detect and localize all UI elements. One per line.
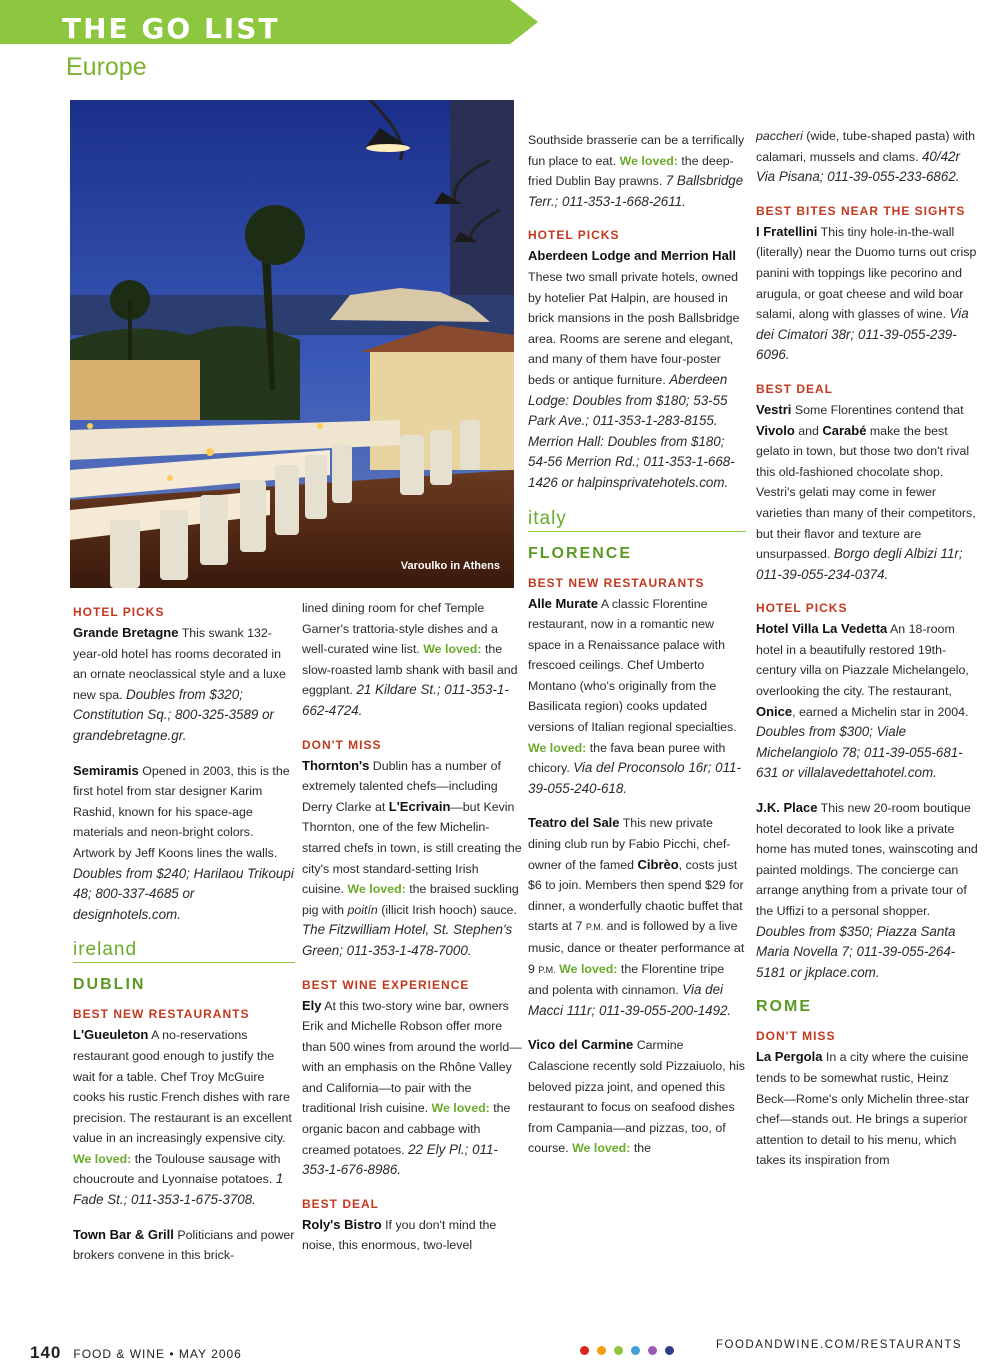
section-heading: BEST DEAL — [302, 1196, 380, 1211]
entry-grande-bretagne: Grande Bretagne This swank 132-year-old hotel has rooms decorated in an ornate neoclassical style and a luxe new spa. Doubles from $320; Constitution Sq.; 800-325-3589 or grandebretagne.gr. — [73, 625, 286, 743]
footer-dot — [597, 1346, 606, 1355]
photo-illustration — [70, 100, 514, 588]
entry-ely: Ely At this two-story wine bar, owners Erik and Michelle Robson offer more than 500 wines from around the world—with an emphasis on the Rhône Valley and California—to pair with the traditional Irish cuisine. We loved: the organic bacon and cabbage with creamed potatoes. 22 Ely Pl.; 011-353-1-676-8986. — [302, 997, 522, 1178]
section-heading: BEST BITES NEAR THE SIGHTS — [756, 203, 966, 218]
entry-i-fratellini: I Fratellini This tiny hole-in-the-wall (literally) near the Duomo turns out crisp panini with toppings like pecorino and arugula, or goat cheese and wild boar salami, along with glasses of wine. Via dei Cimatori 38r; 011-39-055-239-6096. — [756, 223, 977, 363]
section-heading: BEST NEW RESTAURANTS — [73, 1007, 250, 1022]
section-heading: DON'T MISS — [756, 1029, 836, 1044]
section-heading: HOTEL PICKS — [756, 601, 848, 616]
footer-dot — [614, 1346, 623, 1355]
city-heading: ROME — [756, 998, 812, 1016]
footer-dots — [580, 1342, 682, 1360]
page-title: THE GO LIST — [62, 12, 280, 45]
entry-gueuleton: L'Gueuleton A no-reservations restaurant good enough to justify the wait for a table. Chef Troy McGuire cooks his rustic French dishes with rare precision. The restaurant is an excellent value in an increasingly expensive city. We loved: the Toulouse sausage with choucroute and Lyonnaise potatoes. 1 Fade St.; 011-353-1-675-3708. — [73, 1027, 292, 1208]
country-heading: italy — [528, 508, 746, 532]
restaurant-photo — [70, 100, 514, 588]
entry-alle-murate: Alle Murate A classic Florentine restaurant, now in a romantic new space in a Renaissance palace with frescoed ceilings. Chef Umberto Montano (who's originally from the Basilicata region) cooks updated versions of Italian regional specialties. We loved: the fava bean puree with chicory. Via del Proconsolo 16r; 011-39-055-240-618. — [528, 595, 741, 796]
section-heading: BEST WINE EXPERIENCE — [302, 977, 470, 992]
banner-arrow — [510, 0, 538, 44]
entry-vico-del-carmine: Vico del Carmine Carmine Calascione recently sold Pizzaiuolo, his beloved pizza joint, and opened this restaurant to focus on seafood dishes from Campania—and pizzas, too, of course. We loved: the — [528, 1037, 745, 1156]
section-heading: BEST NEW RESTAURANTS — [528, 575, 705, 590]
section-heading: DON'T MISS — [302, 737, 382, 752]
entry-jk-place: J.K. Place This new 20-room boutique hotel decorated to look like a private home has muted tones, wainscoting and painted moldings. The concierge can arrange anything from a private tour of the Uffizi to a personal shopper. Doubles from $350; Piazza Santa Maria Novella 7; 011-39-055-264-5181 or jkplace.com. — [756, 800, 978, 980]
footer-dot — [648, 1346, 657, 1355]
city-heading: DUBLIN — [73, 976, 146, 994]
footer-url: FOODANDWINE.COM/RESTAURANTS — [716, 1339, 963, 1351]
column-4 — [756, 126, 978, 1185]
footer-folio — [30, 1343, 242, 1363]
entry-semiramis: Semiramis Opened in 2003, this is the first hotel from star designer Karim Rashid, known for his space-age materials and neon-bright colors. Artwork by Jeff Koons lines the walls. Doubles from $240; Harilaou Trikoupi 48; 800-337-4685 or designhotels.com. — [73, 762, 294, 922]
entry-villa-la-vedetta: Hotel Villa La Vedetta An 18-room hotel in a beautifully restored 19th-century villa on Piazzale Michelangelo, overlooking the city. The restaurant, Onice, earned a Michelin star in 2004. Doubles from $300; Viale Michelangiolo 78; 011-39-055-681-631 or villalavedettahotel.com. — [756, 621, 969, 781]
entry-teatro-del-sale: Teatro del Sale This new private dining club run by Fabio Picchi, chef-owner of the famed Cibrèo, costs just $6 to join. Members then spend $29 for dinner, a wonderfully chaotic buffet that starts at 7 P.M. and is followed by a live music, dance or theater performance at 9 P.M. We loved: the Florentine tripe and polenta with cinnamon. Via dei Macci 111r; 011-39-055-200-1492. — [528, 815, 745, 1018]
photo-caption: Varoulko in Athens — [400, 560, 500, 572]
entry-la-pergola: La Pergola In a city where the cuisine tends to be somewhat rustic, Heinz Beck—Rome's only Michelin three-star chef—stands out. He brings a superior attention to detail to his menu, which takes its inspiration from — [756, 1049, 970, 1168]
page-subtitle: Europe — [66, 53, 147, 81]
publication-line: FOOD & WINE • MAY 2006 — [73, 1347, 242, 1361]
column-3 — [528, 130, 746, 1173]
footer-dot — [631, 1346, 640, 1355]
section-heading: BEST DEAL — [756, 381, 834, 396]
entry-thorntons: Thornton's Dublin has a number of extremely talented chefs—including Derry Clarke at L'Ecrivain—but Kevin Thornton, one of the few Michelin-starred chefs in town, is still creating the city's most standard-setting Irish cuisine. We loved: the braised suckling pig with poitín (illicit Irish hooch) sauce. The Fitzwilliam Hotel, St. Stephen's Green; 011-353-1-478-7000. — [302, 757, 522, 958]
entry-vestri: Vestri Some Florentines contend that Vivolo and Carabé make the best gelato in town, but those two don't rival this old-fashioned chocolate shop. Vestri's gelati may come in fewer varieties than many of their competitors, but their flavor and texture are unsurpassed. Borgo degli Albizi 11r; 011-39-055-234-0374. — [756, 401, 976, 582]
column-1 — [73, 603, 295, 1280]
entry-aberdeen: Aberdeen Lodge and Merrion Hall These two small private hotels, owned by hotelier Pat Halpin, are housed in brick mansions in the posh Ballsbridge area. Rooms are serene and elegant, and many of them have four-poster beds or antique furniture. Aberdeen Lodge: Doubles from $180; 53-55 Park Ave.; 011-353-1-283-8155. Merrion Hall: Doubles from $180; 54-56 Merrion Rd.; 011-353-1-668-1426 or halpinsprivatehotels.com. — [528, 248, 740, 490]
entry-rolys-cont: Southside brasserie can be a terrifically fun place to eat. We loved: the deep-fried Dublin Bay prawns. 7 Ballsbridge Terr.; 011-353-1-668-2611. — [528, 133, 745, 209]
footer-dot — [665, 1346, 674, 1355]
entry-town-bar: Town Bar & Grill Politicians and power brokers convene in this brick- — [73, 1226, 295, 1263]
entry-rolys-bistro: Roly's Bistro If you don't mind the noise, this enormous, two-level — [302, 1216, 497, 1253]
entry-town-bar-cont: lined dining room for chef Temple Garner's trattoria-style dishes and a well-curated wine list. We loved: the slow-roasted lamb shank with basil and eggplant. 21 Kildare St.; 011-353-1-662-4724. — [302, 601, 518, 718]
entry-carmine-cont: paccheri (wide, tube-shaped pasta) with calamari, mussels and clams. 40/42r Via Pisana; 011-39-055-233-6862. — [756, 129, 976, 185]
footer-dot — [580, 1346, 589, 1355]
country-heading: ireland — [73, 939, 295, 963]
page-number: 140 — [30, 1343, 62, 1362]
section-heading: HOTEL PICKS — [528, 228, 620, 243]
section-heading: HOTEL PICKS — [73, 605, 165, 619]
column-2 — [302, 598, 522, 1270]
city-heading: FLORENCE — [528, 544, 632, 562]
